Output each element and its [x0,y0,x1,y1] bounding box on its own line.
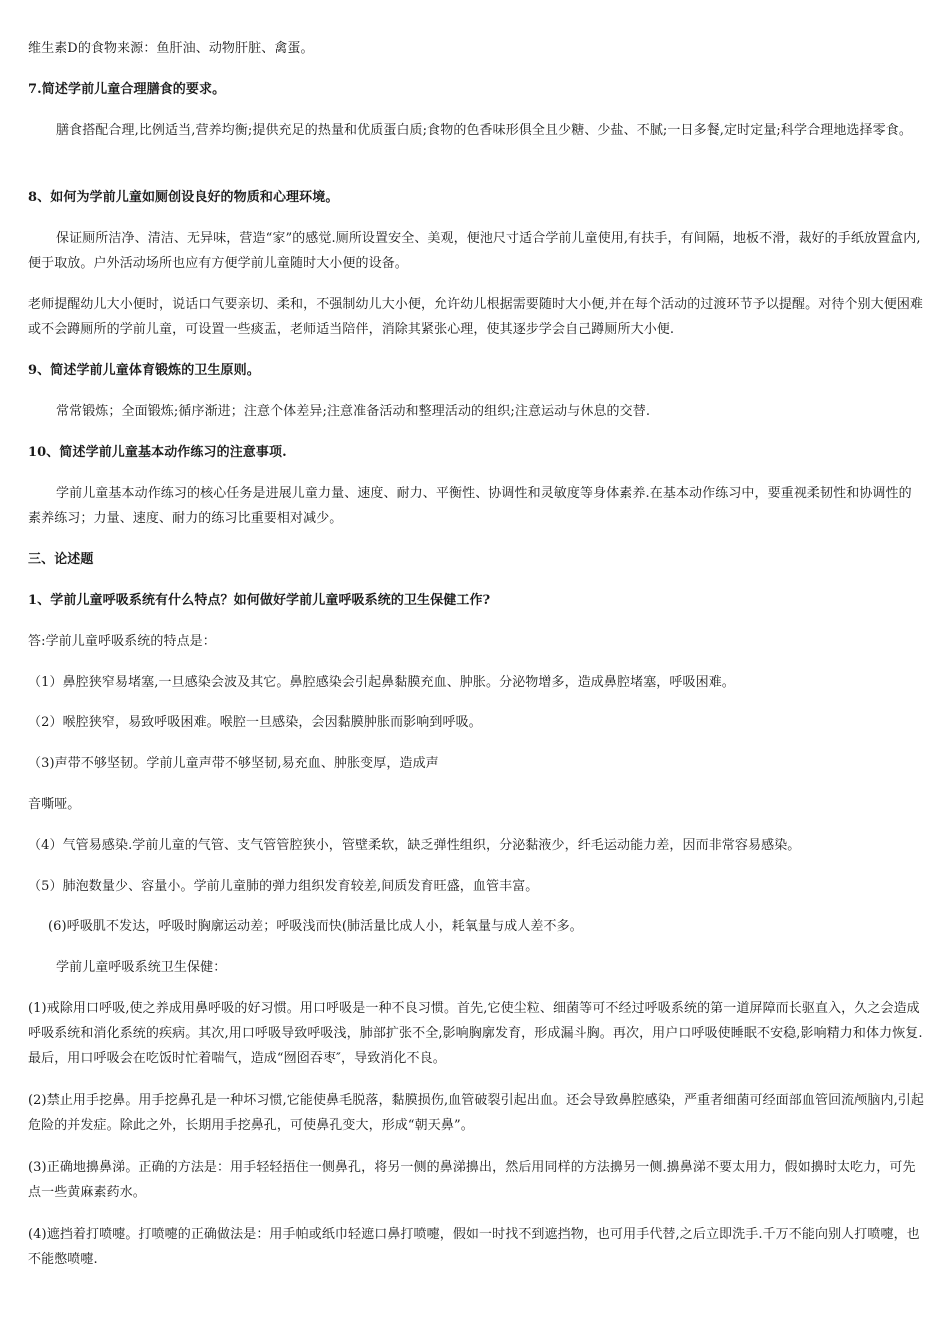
paragraph-hygiene-intro: 学前儿童呼吸系统卫生保健： [56,960,227,975]
list-item-hygiene-2: (2)禁止用手挖鼻。用手挖鼻孔是一种坏习惯,它能使鼻毛脱落，黏膜损伤,血管破裂引起出血。还会导致鼻腔感染，严重者细菌可经面部血管回流颅脑内,引起危险的并发症。除此之外，长期用手挖鼻孔，可使鼻孔变大，形成“朝天鼻”。 [28,1093,925,1133]
paragraph-answer-intro: 答:学前儿童呼吸系统的特点是： [28,634,216,649]
list-item-feature-5: （5）肺泡数量少、容量小。学前儿童肺的弹力组织发育较差,间质发育旺盛，血管丰富。 [28,879,539,894]
list-item-feature-3-cont: 音嘶哑。 [28,797,81,812]
paragraph-q10-answer: 学前儿童基本动作练习的核心任务是进展儿童力量、速度、耐力、平衡性、协调性和灵敏度等身体素养.在基本动作练习中，要重视柔韧性和协调性的素养练习；力量、速度、耐力的练习比重要相对减少。 [28,486,912,526]
list-item-feature-6: (6)呼吸肌不发达，呼吸时胸廓运动差；呼吸浅而快(肺活量比成人小，耗氧量与成人差不多。 [48,919,583,934]
heading-essay-q1: 1、学前儿童呼吸系统有什么特点？如何做好学前儿童呼吸系统的卫生保健工作? [28,593,491,608]
list-item-feature-3: （3)声带不够坚韧。学前儿童声带不够坚韧,易充血、肿胀变厚，造成声 [28,756,439,771]
list-item-hygiene-3: (3)正确地擤鼻涕。正确的方法是：用手轻轻捂住一侧鼻孔，将另一侧的鼻涕擤出，然后用同样的方法擤另一侧.擤鼻涕不要太用力，假如擤时太吃力，可先点一些黄麻素药水。 [28,1160,916,1200]
list-item-hygiene-1: (1)戒除用口呼吸,使之养成用鼻呼吸的好习惯。用口呼吸是一种不良习惯。首先,它使尘粒、细菌等可不经过呼吸系统的第一道屏障而长驱直入，久之会造成呼吸系统和消化系统的疾病。其次,用口呼吸导致呼吸浅，肺部扩张不全,影响胸廓发育，形成漏斗胸。再次，用户口呼吸使睡眠不安稳,影响精力和体力恢复.最后，用口呼吸会在吃饭时忙着喘气，造成“囫囵吞枣″，导致消化不良。 [28,1001,923,1066]
list-item-feature-2: （2）喉腔狭窄，易致呼吸困难。喉腔一旦感染，会因黏膜肿胀而影响到呼吸。 [28,715,482,730]
heading-q8: 8、如何为学前儿童如厕创设良好的物质和心理环境。 [28,190,339,205]
list-item-feature-1: （1）鼻腔狭窄易堵塞,一旦感染会波及其它。鼻腔感染会引起鼻黏膜充血、肿胀。分泌物增多，造成鼻腔堵塞，呼吸困难。 [28,675,735,690]
heading-q9: 9、简述学前儿童体育锻炼的卫生原则。 [28,363,260,378]
list-item-feature-4: （4）气管易感染.学前儿童的气管、支气管管腔狭小，管壁柔软，缺乏弹性组织，分泌黏液少，纤毛运动能力差，因而非常容易感染。 [28,838,801,853]
paragraph-vitamin-d-sources: 维生素D的食物来源：鱼肝油、动物肝脏、禽蛋。 [28,41,314,56]
heading-q10: 10、简述学前儿童基本动作练习的注意事项. [28,445,287,460]
list-item-hygiene-4: (4)遮挡着打喷嚏。打喷嚏的正确做法是：用手帕或纸巾轻遮口鼻打喷嚏，假如一时找不到遮挡物，也可用手代替,之后立即洗手.千万不能向别人打喷嚏，也不能憋喷嚏. [28,1227,920,1267]
paragraph-q9-answer: 常常锻炼；全面锻炼;循序渐进；注意个体差异;注意准备活动和整理活动的组织;注意运动与休息的交替. [56,404,651,419]
paragraph-q7-answer: 膳食搭配合理,比例适当,营养均衡;提供充足的热量和优质蛋白质;食物的色香味形俱全且少糖、少盐、不腻;一日多餐,定时定量;科学合理地选择零食。 [56,123,912,138]
heading-q7: 7.简述学前儿童合理膳食的要求。 [28,82,226,97]
heading-section-3: 三、论述题 [28,552,94,567]
paragraph-q8-answer-2: 老师提醒幼儿大小便时，说话口气要亲切、柔和，不强制幼儿大小便，允许幼儿根据需要随时大小便,并在每个活动的过渡环节予以提醒。对待个别大便困难或不会蹲厕所的学前儿童，可设置一些痰盂，老师适当陪伴，消除其紧张心理，使其逐步学会自己蹲厕所大小便. [28,297,924,337]
paragraph-q8-answer-1: 保证厕所洁净、清洁、无异味，营造“家”的感觉.厕所设置安全、美观，便池尺寸适合学前儿童使用,有扶手，有间隔，地板不滑，裁好的手纸放置盒内,便于取放。户外活动场所也应有方便学前儿童随时大小便的设备。 [28,231,921,271]
